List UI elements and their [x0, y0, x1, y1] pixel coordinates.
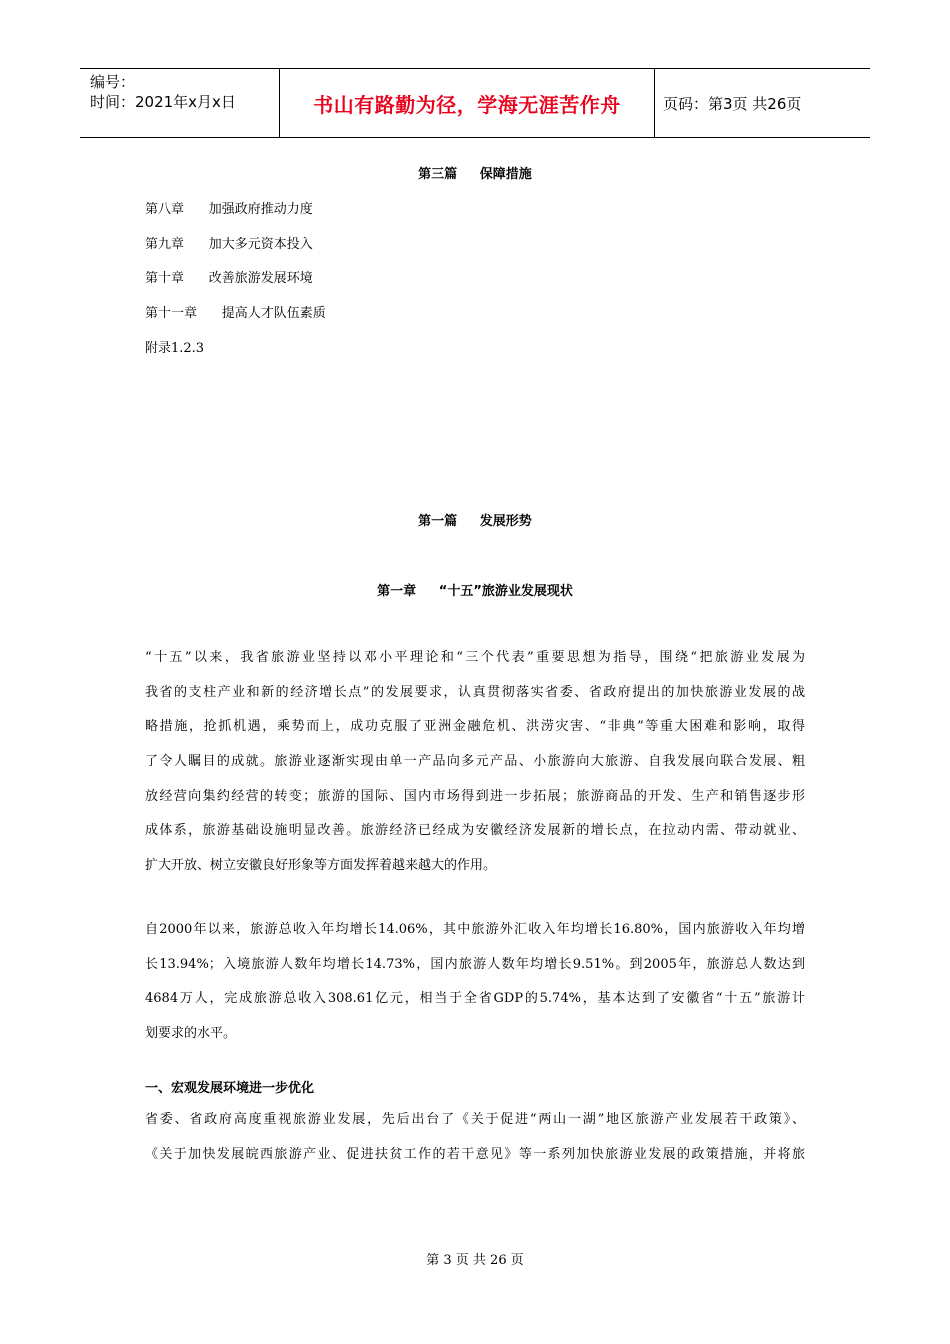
page-footer: 第 3 页 共 26 页 — [426, 1253, 524, 1268]
paragraph-line: 放经营向集约经营的转变；旅游的国际、国内市场得到进一步拓展；旅游商品的开发、生产和销售逐步形 — [145, 788, 805, 804]
section-one-title: 一、宏观发展环境进一步优化 — [145, 1081, 315, 1096]
paragraph-line: 我省的支柱产业和新的经济增长点”的发展要求，认真贯彻落实省委、省政府提出的加快旅游业发展的战 — [145, 684, 805, 700]
part-one-title: 第一篇 发展形势 — [418, 514, 532, 529]
date-label: 时间：2021年x月x日 — [90, 93, 236, 111]
paragraph-overview — [145, 641, 805, 884]
paragraph-line: 省委、省政府高度重视旅游业发展，先后出台了《关于促进“两山一湖”地区旅游产业发展若干政策》、 — [145, 1112, 805, 1127]
page-header — [80, 68, 870, 138]
paragraph-statistics — [145, 913, 805, 1052]
paragraph-line: 略措施，抢抓机遇，乘势而上，成功克服了亚洲金融危机、洪涝灾害、“非典”等重大困难和影响，取得 — [145, 719, 805, 735]
part-three-title: 第三篇 保障措施 — [418, 167, 532, 182]
paragraph-line: “十五”以来，我省旅游业坚持以邓小平理论和“三个代表”重要思想为指导，围绕“把旅游业发展为 — [145, 650, 805, 665]
paragraph-line: 长13.94%；入境旅游人数年均增长14.73%，国内旅游人数年均增长9.51%。到2005年，旅游总人数达到 — [145, 956, 805, 972]
paragraph-line: 4684万人，完成旅游总收入308.61亿元，相当于全省GDP的5.74%，基本达到了安徽省“十五”旅游计 — [145, 991, 805, 1007]
toc-item-chapter-10: 第十章 改善旅游发展环境 — [145, 271, 313, 286]
paragraph-line: 成体系，旅游基础设施明显改善。旅游经济已经成为安徽经济发展新的增长点，在拉动内需、带动就业、 — [145, 823, 805, 839]
paragraph-line: 《关于加快发展皖西旅游产业、促进扶贫工作的若干意见》等一系列加快旅游业发展的政策措施，并将旅 — [145, 1146, 805, 1162]
paragraph-policy — [145, 1103, 805, 1172]
paragraph-line: 自2000年以来，旅游总收入年均增长14.06%，其中旅游外汇收入年均增长16.80%，国内旅游收入年均增 — [145, 922, 805, 937]
toc-item-appendix: 附录1.2.3 — [145, 341, 205, 356]
header-page-info: 页码：第3页 共26页 — [663, 94, 802, 113]
toc-item-chapter-8: 第八章 加强政府推动力度 — [145, 202, 313, 217]
toc-item-chapter-9: 第九章 加大多元资本投入 — [145, 237, 313, 252]
header-motto: 书山有路勤为径，学海无涯苦作舟 — [280, 69, 655, 137]
serial-number-label: 编号： — [90, 73, 136, 91]
chapter-one-title: 第一章 “十五”旅游业发展现状 — [377, 584, 573, 599]
paragraph-line: 扩大开放、树立安徽良好形象等方面发挥着越来越大的作用。 — [145, 858, 497, 874]
toc-item-chapter-11: 第十一章 提高人才队伍素质 — [145, 306, 326, 321]
paragraph-line: 了令人瞩目的成就。旅游业逐渐实现由单一产品向多元产品、小旅游向大旅游、自我发展向联合发展、粗 — [145, 754, 805, 770]
header-meta — [80, 69, 280, 137]
paragraph-line: 划要求的水平。 — [145, 1026, 237, 1042]
